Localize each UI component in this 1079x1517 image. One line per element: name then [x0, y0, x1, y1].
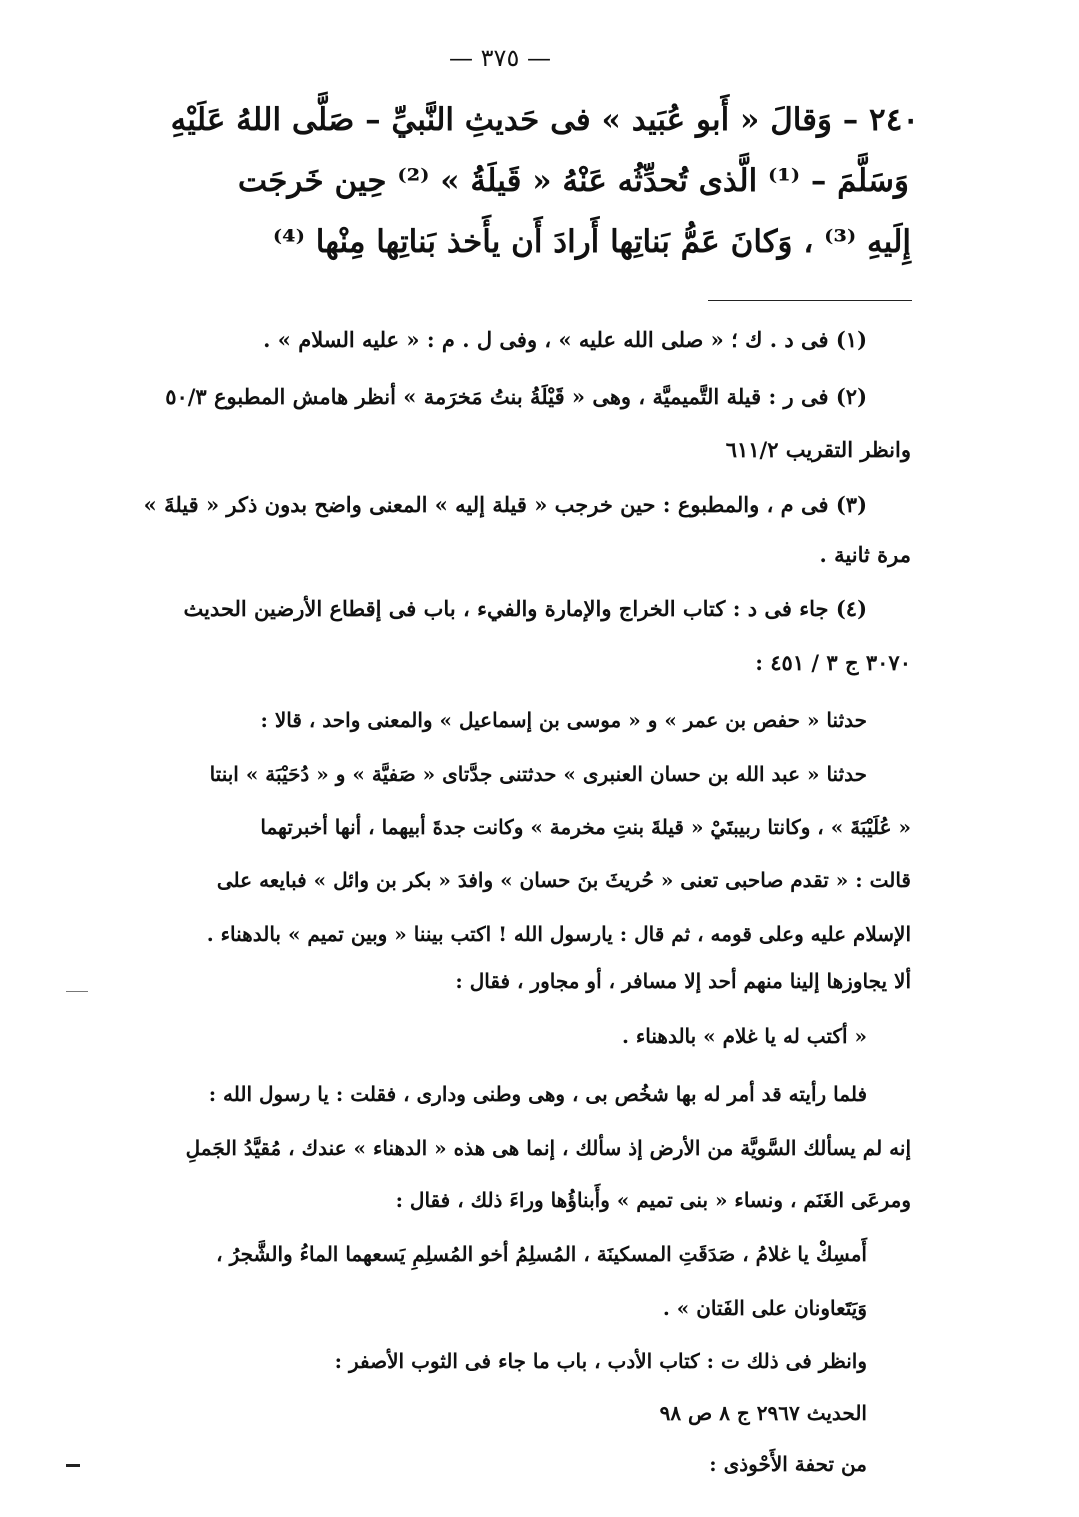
hadith-line-7: « أكتب له يا غلام » بالدهناء .: [621, 1024, 867, 1048]
footnote-1: (١) فى د . ك ؛ « صلى الله عليه » ، وفى ل . م : « عليه السلام » .: [263, 327, 867, 352]
margin-mark: [66, 1464, 80, 1467]
hadith-line-2: حدثنا « عبد الله بن حسان العنبرى » حدثتنى جدَّتاى « صَفيَّة » و « دُحَيْبَة » ابنتا: [209, 762, 867, 786]
hadith-line-12: وَيَتَعاونان على الفَتان » .: [662, 1296, 867, 1320]
hadith-line-3: « عُلَيْبَةَ » ، وكانتا ربيبتَيْ « قيلةَ بنتِ مخرمة » وكانت جدةَ أبيهما ، أنها أخبرتهما: [260, 815, 911, 839]
main-text-line-1: ٢٤٠ – وَقالَ « أَبو عُبَيد » فى حَديثِ النَّبيِّ – صَلَّى اللهُ عَلَيْهِ: [170, 102, 919, 138]
footnote-3-continuation: مرة ثانية .: [819, 542, 911, 567]
margin-rule: [66, 991, 88, 992]
hadith-line-11: أَمسِكْ يا غلامُ ، صَدَقَتِ المسكينَة ، المُسلِمُ أخو المُسلِمِ يَسعهما الماءُ والشَّجرُ ،: [216, 1242, 867, 1266]
hadith-line-8: فلما رأيته قد أمر له بها شخُص بى ، وهى وطنى ودارى ، فقلت : يا رسول الله :: [208, 1082, 867, 1106]
footnote-2: (٢) فى ر : قيلة التَّميميَّة ، وهى « قَيْلَةُ بنتُ مَخرَمة » أنظر هامش المطبوع ٥٠/٣: [165, 384, 867, 409]
hadith-line-1: حدثنا « حفص بن عمر » و « موسى بن إسماعيل » والمعنى واحد ، قالا :: [260, 708, 867, 732]
footnote-separator: [708, 300, 912, 301]
hadith-line-6: ألا يجاوزها إلينا منهم أحد إلا مسافر ، أو مجاور ، فقال :: [455, 969, 911, 993]
hadith-line-10: ومرعَى الغَنَم ، ونساء « بنى تميم » وأَبناؤُها وراءَ ذلك ، فقال :: [395, 1188, 911, 1212]
footnote-2-continuation: وانظر التقريب ٦١١/٢: [725, 437, 911, 462]
footnote-4: (٤) جاء فى د : كتاب الخراج والإمارة والفيء ، باب فى إقطاع الأرضين الحديث: [183, 596, 867, 621]
reference-line-3: من تحفة الأَحْوذى :: [709, 1452, 867, 1476]
page-number: — ٣٧٥ —: [449, 44, 551, 72]
reference-line-1: وانظر فى ذلك ت : كتاب الأدب ، باب ما جاء فى الثوب الأصفر :: [334, 1349, 867, 1373]
hadith-line-5: الإسلام عليه وعلى قومه ، ثم قال : يارسول الله ! اكتب بيننا « وبين تميم » بالدهناء .: [206, 922, 911, 946]
reference-line-2: الحديث ٢٩٦٧ ج ٨ ص ٩٨: [659, 1401, 867, 1425]
main-text-line-2: وَسَلَّمَ – ⁽¹⁾ الَّذى تُحدِّثُه عَنْهُ « قَيلَةُ » ⁽²⁾ حِين خَرجَت: [237, 163, 909, 199]
footnote-3: (٣) فى م ، والمطبوع : حين خرجب « قيلة إليه » المعنى واضح بدون ذكر « قيلةَ »: [143, 492, 867, 517]
footnote-4-continuation: ٣٠٧٠ ج ٣ / ٤٥١ :: [755, 650, 911, 675]
hadith-line-9: إنه لم يسألك السَّويَّة من الأرض إذ سألك ، إنما هى هذه « الدهناء » عندك ، مُقيَّدُ الجَملِ: [185, 1136, 911, 1160]
hadith-line-4: قالت : « تقدم صاحبى تعنى « حُريثَ بنَ حسان » وافدَ « بكر بن وائل » فبايعه على: [216, 868, 911, 892]
main-text-line-3: إِلَيهِ ⁽³⁾ ، وَكانَ عَمُّ بَناتِها أَرادَ أَن يأَخذ بَناتِها مِنْها ⁽⁴⁾: [272, 224, 911, 260]
